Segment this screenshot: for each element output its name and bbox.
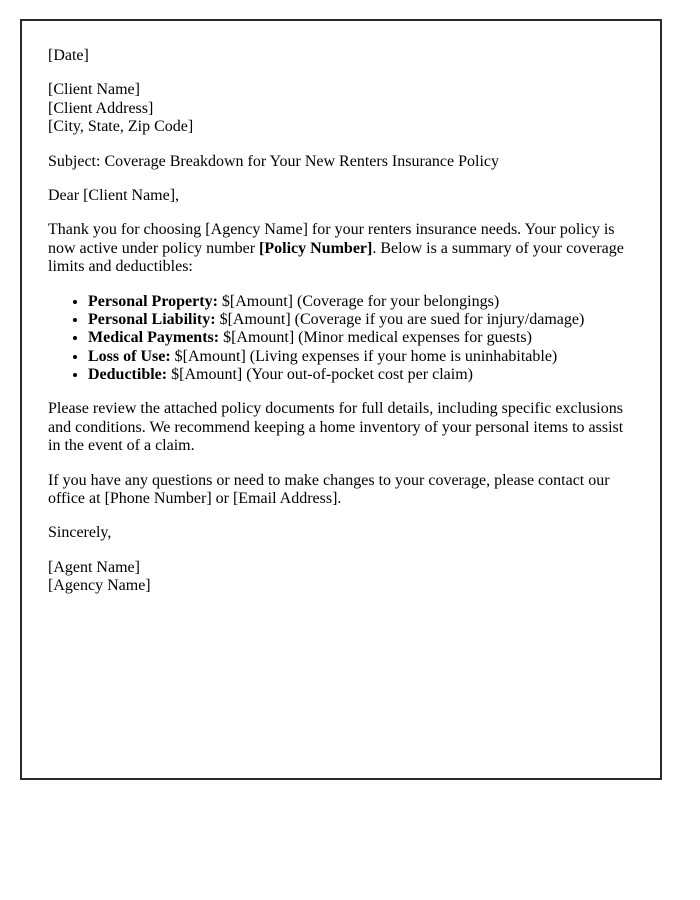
recipient-block bbox=[48, 81, 634, 136]
coverage-item-deductible bbox=[88, 366, 634, 384]
coverage-item-medical-payments bbox=[88, 329, 634, 347]
subject-line: Subject: Coverage Breakdown for Your New Renters Insurance Policy bbox=[48, 152, 500, 170]
letter-document bbox=[20, 19, 662, 780]
coverage-item-label: Personal Property: bbox=[88, 292, 218, 310]
intro-text-before-policy-number: Thank you for choosing [Agency Name] for your renters insurance needs. Your policy is now active under policy number bbox=[48, 221, 615, 257]
coverage-item-personal-liability bbox=[88, 311, 634, 329]
signature-block bbox=[48, 559, 634, 596]
coverage-item-detail: $[Amount] (Coverage if you are sued for injury/damage) bbox=[215, 310, 585, 328]
policy-number-placeholder: [Policy Number] bbox=[259, 239, 373, 257]
coverage-item-detail: $[Amount] (Your out-of-pocket cost per claim) bbox=[167, 366, 473, 384]
coverage-item-detail: $[Amount] (Living expenses if your home is uninhabitable) bbox=[170, 347, 558, 365]
coverage-item-label: Deductible: bbox=[88, 366, 168, 384]
contact-paragraph: If you have any questions or need to make changes to your coverage, please contact our office at [Phone Number] or [Email Address]. bbox=[48, 471, 610, 508]
coverage-list bbox=[48, 293, 634, 385]
intro-paragraph bbox=[48, 221, 634, 276]
coverage-item-label: Loss of Use: bbox=[88, 347, 171, 365]
coverage-item-label: Medical Payments: bbox=[88, 329, 220, 347]
recipient-address: [Client Address] bbox=[48, 99, 154, 117]
agency-name: [Agency Name] bbox=[48, 577, 151, 595]
recipient-name: [Client Name] bbox=[48, 81, 140, 99]
intro-text-after-policy-number: . Below is a summary of your coverage limits and deductibles: bbox=[48, 239, 624, 276]
review-paragraph: Please review the attached policy documents for full details, including specific exclusions and conditions. We recommend keeping a home inventory of your personal items to assist in the event of a claim. bbox=[48, 400, 624, 455]
salutation: Dear [Client Name], bbox=[48, 186, 180, 204]
date-line: [Date] bbox=[48, 47, 89, 64]
coverage-item-detail: $[Amount] (Minor medical expenses for guests) bbox=[219, 329, 532, 347]
coverage-item-label: Personal Liability: bbox=[88, 310, 216, 328]
recipient-city-state-zip: [City, State, Zip Code] bbox=[48, 118, 194, 136]
coverage-item-personal-property bbox=[88, 293, 634, 311]
coverage-item-loss-of-use bbox=[88, 348, 634, 366]
closing: Sincerely, bbox=[48, 524, 112, 542]
agent-name: [Agent Name] bbox=[48, 558, 140, 576]
coverage-item-detail: $[Amount] (Coverage for your belongings) bbox=[217, 292, 500, 310]
